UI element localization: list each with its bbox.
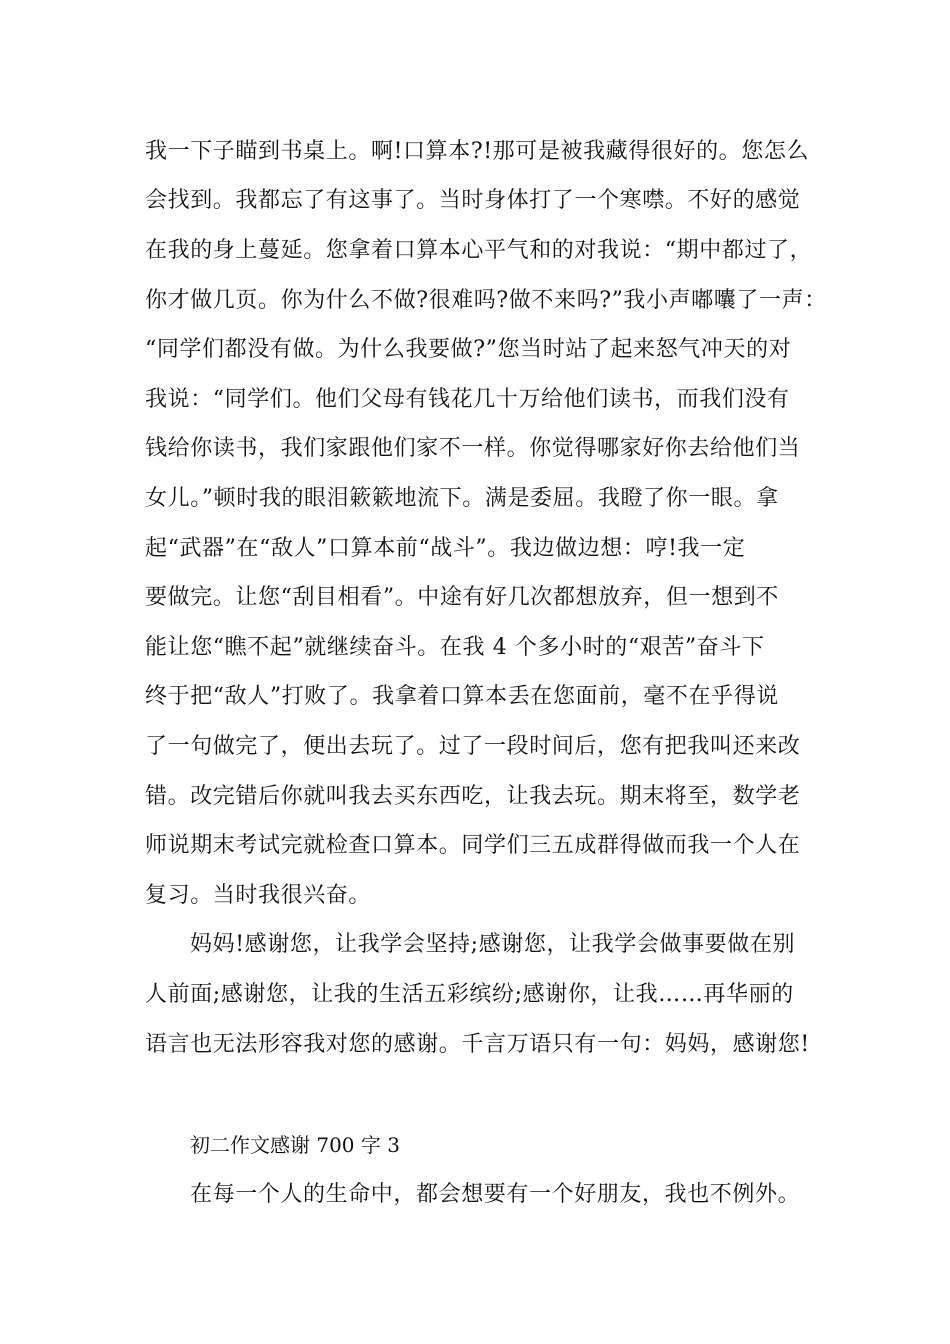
text-line: 能让您“瞧不起”就继续奋斗。在我 4 个多小时的“艰苦”奋斗下 — [145, 635, 765, 660]
text-line: 错。改完错后你就叫我去买东西吃，让我去玩。期末将至，数学老 — [145, 784, 801, 809]
text-line: 在我的身上蔓延。您拿着口算本心平气和的对我说：“期中都过了， — [145, 238, 813, 263]
text-line: “同学们都没有做。为什么我要做?”您当时站了起来怒气冲天的对 — [145, 337, 792, 362]
text-line: 起“武器”在“敌人”口算本前“战斗”。我边做边想：哼!我一定 — [145, 536, 746, 561]
text-line: 复习。当时我很兴奋。 — [145, 883, 372, 908]
text-line: 了一句做完了，便出去玩了。过了一段时间后，您有把我叫还来改 — [145, 734, 801, 759]
text-line: 在每一个人的生命中，都会想要有一个好朋友，我也不例外。 — [190, 1182, 801, 1207]
text-line: 我说：“同学们。他们父母有钱花几十万给他们读书，而我们没有 — [145, 387, 790, 412]
text-line: 终于把“敌人”打败了。我拿着口算本丢在您面前，毫不在乎得说 — [145, 684, 779, 709]
text-line: 语言也无法形容我对您的感谢。千言万语只有一句：妈妈，感谢您! — [145, 1032, 810, 1057]
text-line: 要做完。让您“刮目相看”。中途有好几次都想放弃，但一想到不 — [145, 585, 779, 610]
text-line: 我一下子瞄到书桌上。啊!口算本?!那可是被我藏得很好的。您怎么 — [145, 139, 810, 164]
section-title: 初二作文感谢 700 字 3 — [190, 1133, 400, 1157]
text-line: 钱给你读书，我们家跟他们家不一样。你觉得哪家好你去给他们当 — [145, 436, 801, 461]
text-line: 人前面;感谢您，让我的生活五彩缤纷;感谢你，让我……再华丽的 — [145, 982, 794, 1007]
text-line: 妈妈!感谢您，让我学会坚持;感谢您，让我学会做事要做在别 — [190, 932, 796, 957]
text-line: 女儿。”顿时我的眼泪簌簌地流下。满是委屈。我瞪了你一眼。拿 — [145, 486, 779, 511]
text-line: 会找到。我都忘了有这事了。当时身体打了一个寒噤。不好的感觉 — [145, 188, 801, 213]
text-line: 师说期末考试完就检查口算本。同学们三五成群得做而我一个人在 — [145, 833, 801, 858]
text-line: 你才做几页。你为什么不做?很难吗?做不来吗?”我小声嘟囔了一声： — [145, 288, 827, 313]
